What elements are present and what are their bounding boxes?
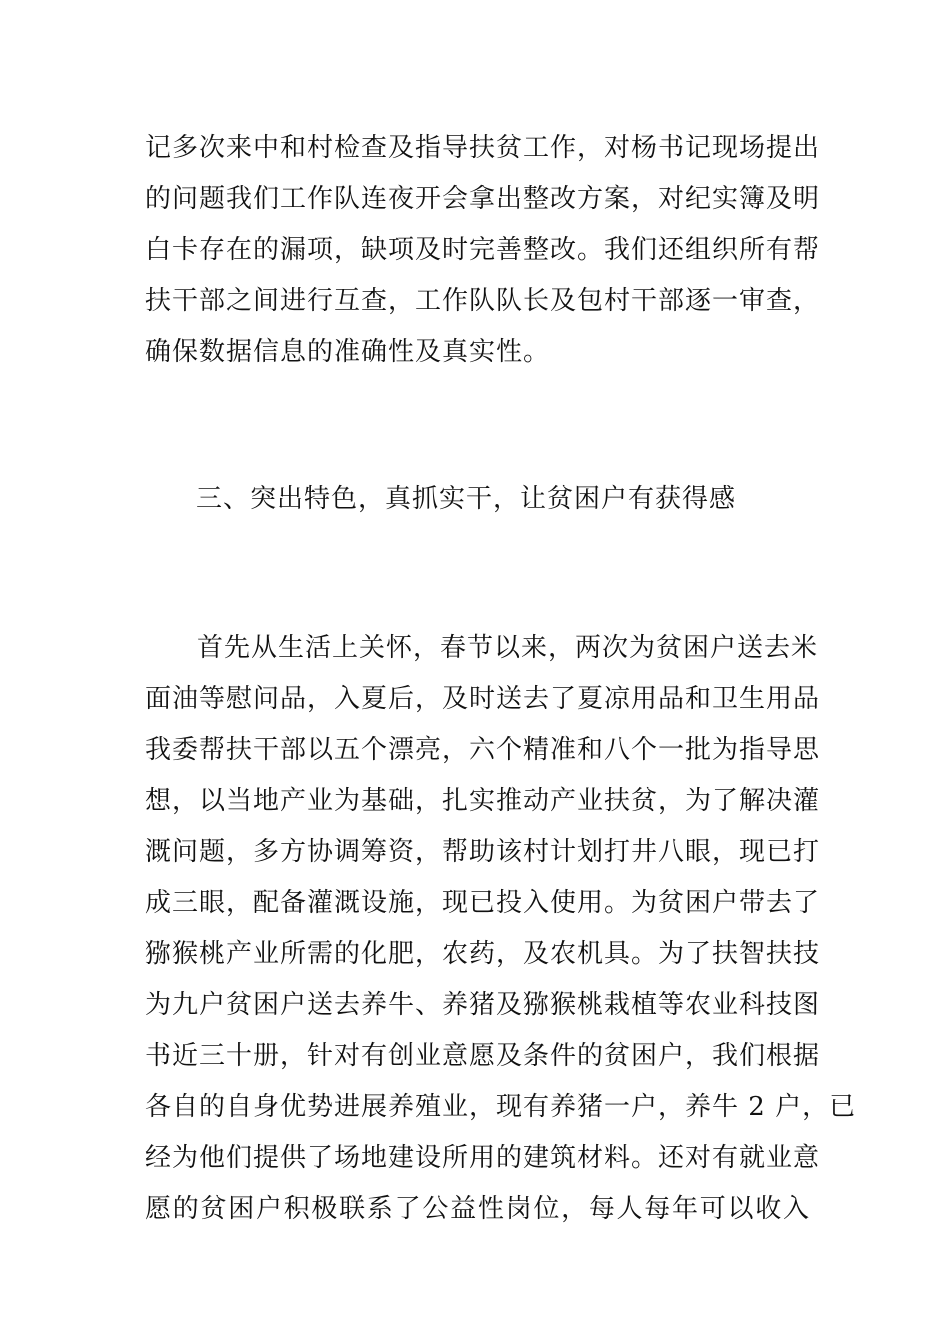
paragraph-1-line-4: 扶干部之间进行互查，工作队队长及包村干部逐一审查， [145,286,821,316]
paragraph-2-line-3: 我委帮扶干部以五个漂亮，六个精准和八个一批为指导思 [145,735,821,765]
paragraph-1-line-3: 白卡存在的漏项，缺项及时完善整改。我们还组织所有帮 [145,235,821,265]
paragraph-2-line-11: 经为他们提供了场地建设所用的建筑材料。还对有就业意 [145,1143,821,1173]
paragraph-1-line-5: 确保数据信息的准确性及真实性。 [145,337,551,367]
paragraph-2-line-6: 成三眼，配备灌溉设施，现已投入使用。为贫困户带去了 [145,888,821,918]
paragraph-1-line-2: 的问题我们工作队连夜开会拿出整改方案，对纪实簿及明 [145,184,821,214]
paragraph-2-line-4: 想，以当地产业为基础，扎实推动产业扶贫，为了解决灌 [145,786,821,816]
paragraph-2-line-1: 首先从生活上关怀，春节以来，两次为贫困户送去米 [197,633,819,663]
paragraph-2-line-12: 愿的贫困户积极联系了公益性岗位，每人每年可以收入 [145,1194,810,1224]
paragraph-2-line-10: 各自的自身优势进展养殖业，现有养猪一户，养牛 2 户，已 [145,1092,857,1122]
paragraph-2-line-2: 面油等慰问品，入夏后，及时送去了夏凉用品和卫生用品 [145,684,821,714]
paragraph-2-line-7: 猕猴桃产业所需的化肥，农药，及农机具。为了扶智扶技 [145,939,821,969]
paragraph-2-line-5: 溉问题，多方协调筹资，帮助该村计划打井八眼，现已打 [145,837,821,867]
paragraph-2-line-9: 书近三十册，针对有创业意愿及条件的贫困户，我们根据 [145,1041,821,1071]
section-heading: 三、突出特色，真抓实干，让贫困户有获得感 [196,484,737,514]
paragraph-2-line-8: 为九户贫困户送去养牛、养猪及猕猴桃栽植等农业科技图 [145,990,821,1020]
paragraph-1-line-1: 记多次来中和村检查及指导扶贫工作，对杨书记现场提出 [145,133,821,163]
